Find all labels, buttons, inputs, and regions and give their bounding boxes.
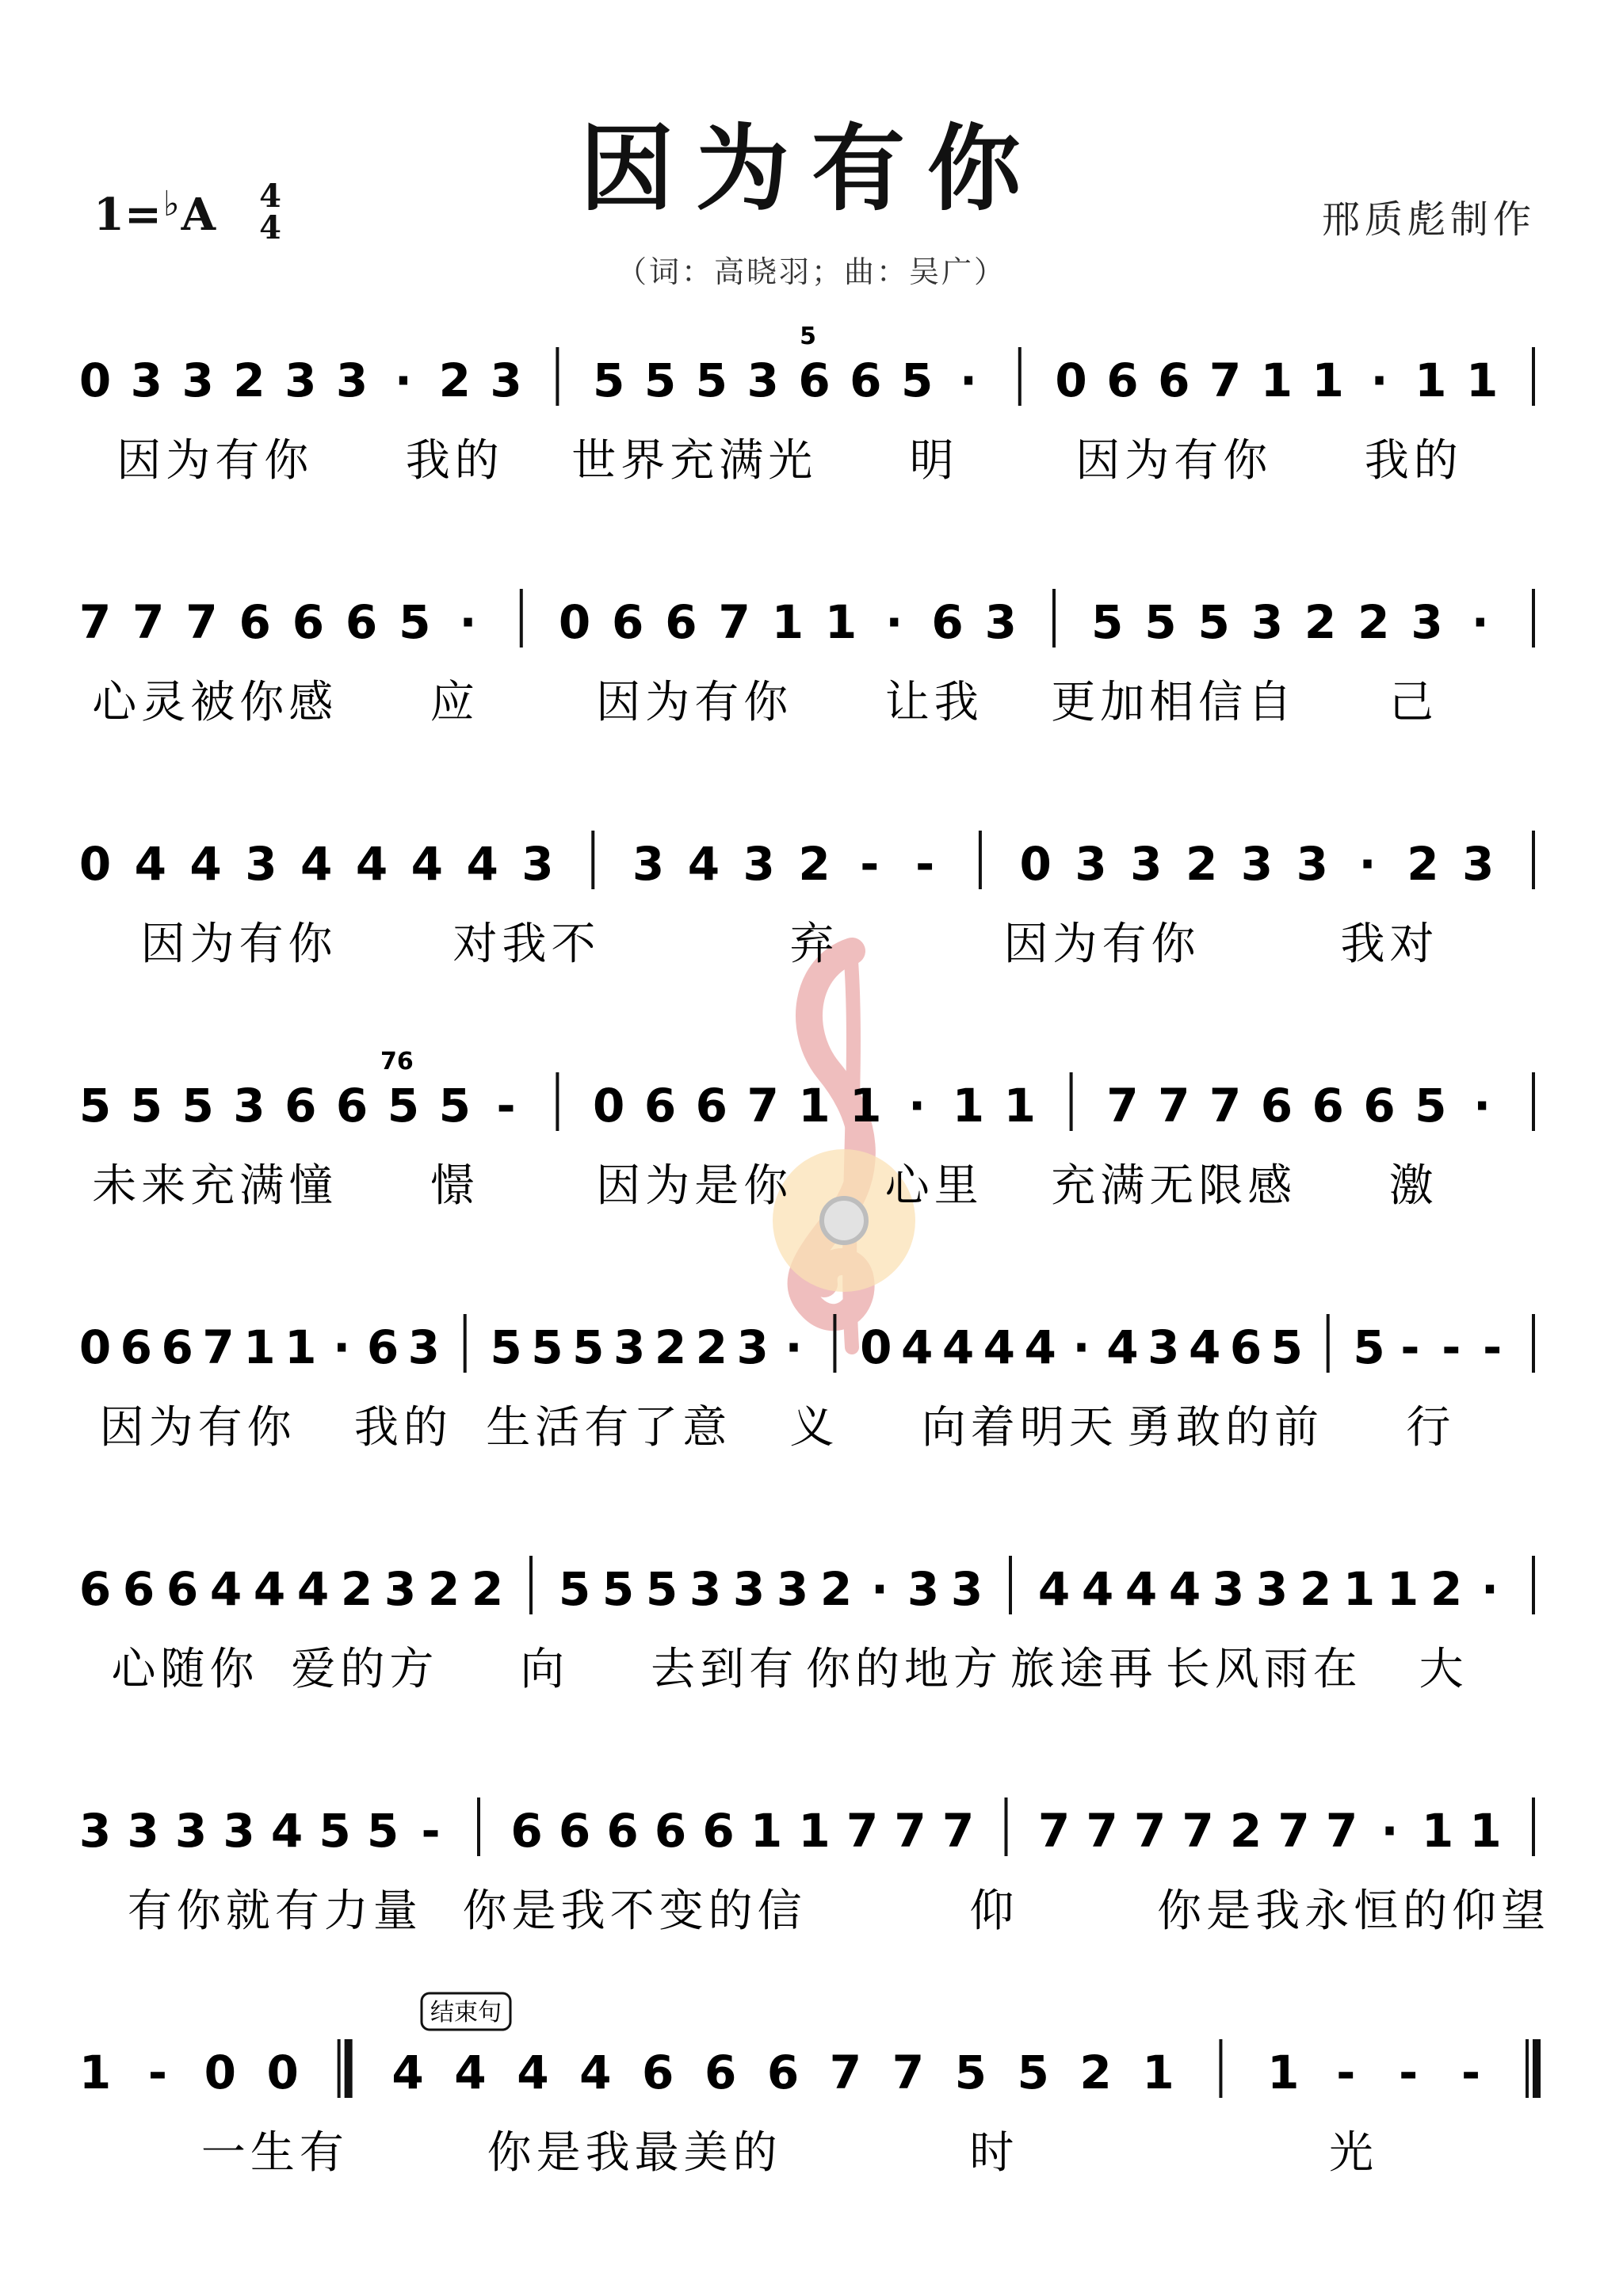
note: 0 [860,1320,892,1374]
note: 6 [335,1079,369,1133]
note: 0 [593,1079,625,1133]
lyric-phrase: 心灵被你感 [92,677,338,728]
note: 2 [427,1562,460,1616]
note: 4 [300,837,333,891]
note: 5 [1091,595,1124,649]
lyric-phrase: 我的 [353,1402,453,1454]
note: 3 [127,1804,159,1858]
meter-bottom: 4 [259,209,281,246]
note: 1 [1342,1562,1376,1616]
lyric-phrase: 心里 [884,1160,983,1212]
lyric-phrase: 一生有 [200,2127,349,2179]
note: 4 [296,1562,330,1616]
note: 4 [134,837,166,891]
note: 7 [1182,1804,1214,1858]
note: - [1483,1320,1503,1374]
lyric-phrase: 心随你 [111,1644,259,1695]
lyric-phrase: 憬 [430,1160,479,1212]
note: 7 [829,2046,862,2099]
note: 1 [1003,1079,1036,1133]
note: 1 [798,1079,831,1133]
note: 2 [798,837,831,891]
lyric-phrase: 义 [789,1402,839,1454]
note: 3 [950,1562,983,1616]
note: 4 [1125,1562,1158,1616]
note: 6 [120,1320,153,1374]
lyric-phrase: 因为有你 [596,677,793,728]
note: 3 [736,1320,769,1374]
note: 2 [1185,837,1218,891]
lyric-phrase: 激 [1388,1160,1438,1212]
note: 1 [824,595,857,649]
note: 6 [766,2046,800,2099]
note: 7 [1106,1079,1139,1133]
note: 6 [122,1562,155,1616]
lyric-phrase: 因为有你 [99,1402,296,1454]
note: · [1358,837,1377,891]
note: 4 [687,837,720,891]
note: 7 [941,1804,975,1858]
note: 1 [1465,353,1499,407]
note: 6 [1106,353,1139,407]
lyric-phrase: 时 [969,2127,1019,2179]
note: - [1399,2046,1419,2099]
lyric-phrase: 世界充满光 [571,435,818,487]
note: 2 [1407,837,1439,891]
lyric-phrase: 因为是你 [596,1160,793,1212]
note: - [1461,2046,1481,2099]
lyric-phrase: 明 [909,435,959,487]
note: 4 [1168,1562,1201,1616]
note: 5 [181,1079,214,1133]
note: 7 [894,1804,926,1858]
note: 5 [572,1320,605,1374]
note: 3 [174,1804,208,1858]
note: 0 [204,2046,237,2099]
note: · [1480,1562,1499,1616]
note: 6 [654,1804,687,1858]
note: · [959,353,977,407]
note: 1 [798,1804,831,1858]
note: 2 [1299,1562,1332,1616]
note: 2 [340,1562,373,1616]
note: 7 [1037,1804,1071,1858]
grace-note: 5 [800,323,816,350]
note: 7 [1325,1804,1358,1858]
note: 4 [1024,1320,1056,1374]
note: 1 [1260,353,1293,407]
note: 4 [983,1320,1016,1374]
note: 5 [1144,595,1177,649]
note: 6 [612,595,644,649]
note: 6 [166,1562,199,1616]
note: 4 [900,1320,934,1374]
note: 6 [292,595,325,649]
note: 1 [1386,1562,1419,1616]
note: 7 [846,1804,879,1858]
lyric-phrase: 未来充满憧 [92,1160,338,1212]
note: 2 [1430,1562,1463,1616]
note: 3 [233,1079,265,1133]
note: · [459,595,477,649]
note: 6 [695,1079,728,1133]
lyric-phrase: 有你就有力量 [127,1885,422,1937]
note: · [1072,1320,1090,1374]
note: 7 [1209,353,1242,407]
note: 1 [850,1079,882,1133]
note: 7 [1277,1804,1310,1858]
note: 3 [1148,1320,1180,1374]
note: 3 [689,1562,722,1616]
note: 3 [743,837,775,891]
lyric-phrase: 充满无限感 [1051,1160,1297,1212]
note: 3 [130,353,163,407]
note: 3 [1255,1562,1289,1616]
note: 3 [521,837,554,891]
note: · [908,1079,926,1133]
note: 3 [1240,837,1274,891]
note: 5 [319,1804,351,1858]
note: · [885,595,903,649]
note: 3 [245,837,277,891]
note: 7 [78,595,112,649]
lyric-phrase: 你是我永恒的仰望 [1157,1885,1551,1937]
lyric-phrase: 因为有你 [140,919,338,970]
note: 2 [471,1562,504,1616]
note: 6 [642,2046,674,2099]
note: 7 [132,595,165,649]
note: 5 [399,595,431,649]
note: 2 [654,1320,687,1374]
lyric-phrase: 让我 [884,677,983,728]
note: 6 [704,2046,737,2099]
note: 3 [384,1562,417,1616]
note: 1 [285,1320,317,1374]
note: 1 [1421,1804,1454,1858]
note: 4 [270,1804,304,1858]
note: 6 [850,353,882,407]
note: 5 [490,1320,522,1374]
note: 6 [643,1079,677,1133]
note: 3 [1075,837,1107,891]
note: 3 [490,353,522,407]
note: 3 [335,353,369,407]
note: 3 [1251,595,1284,649]
lyric-phrase: 向着明天 [921,1402,1118,1454]
lyric-phrase: 爱的方 [291,1644,439,1695]
note: 5 [593,353,625,407]
note: 5 [78,1079,112,1133]
maker-credit: 邢质彪制作 [1321,197,1536,242]
note: · [1473,1079,1491,1133]
note: 5 [438,1079,471,1133]
lyric-phrase: 你是我最美的 [487,2127,782,2179]
note: 7 [1209,1079,1242,1133]
note: 7 [185,595,218,649]
note: 4 [189,837,222,891]
note: 4 [517,2046,549,2099]
note: 3 [732,1562,766,1616]
note: 3 [181,353,214,407]
note: 6 [285,1079,317,1133]
lyric-phrase: 勇敢的前 [1127,1402,1324,1454]
note: 4 [355,837,388,891]
note: 6 [1260,1079,1293,1133]
meter-top: 4 [259,178,281,215]
note: 5 [645,1562,678,1616]
lyric-phrase: 应 [430,677,479,728]
note: 3 [776,1562,809,1616]
note: 1 [952,1079,985,1133]
lyric-phrase: 我的 [1364,435,1463,487]
note: - [496,1079,516,1133]
lyric-phrase: 因为有你 [1075,435,1273,487]
lyric-phrase: 旅途再 [1010,1644,1158,1695]
note: - [147,2046,167,2099]
note: 5 [366,1804,399,1858]
note: · [394,353,412,407]
note: 5 [531,1320,563,1374]
song-title: 因为有你 [579,113,1043,223]
note: 5 [1017,2046,1049,2099]
note: 2 [1358,595,1390,649]
note: · [1370,353,1388,407]
note: 4 [1106,1320,1139,1374]
lyric-phrase: 弃 [789,919,839,970]
lyric-phrase: 更加相信自 [1051,677,1297,728]
note: 5 [558,1562,591,1616]
note: 6 [606,1804,639,1858]
note: 7 [202,1320,235,1374]
note: 6 [78,1562,112,1616]
note: 3 [407,1320,441,1374]
note: - [1442,1320,1461,1374]
note: 0 [78,1320,112,1374]
note: 1 [78,2046,112,2099]
note: 2 [695,1320,728,1374]
note: · [1471,595,1489,649]
note: 3 [613,1320,646,1374]
note: 3 [1411,595,1443,649]
note: 6 [931,595,964,649]
note: 4 [209,1562,242,1616]
note: 3 [1130,837,1163,891]
note: · [1381,1804,1399,1858]
note: - [915,837,935,891]
note: 3 [1212,1562,1245,1616]
note: 1 [1267,2046,1300,2099]
note: 5 [643,353,677,407]
note: - [1336,2046,1356,2099]
note: · [785,1320,803,1374]
note: 5 [1270,1320,1304,1374]
lyric-phrase: 我对 [1340,919,1439,970]
lyric-phrase: 向 [520,1644,570,1695]
note: 0 [78,353,112,407]
lyric-phrase: 对我不 [453,919,601,970]
note: 2 [438,353,471,407]
note: 3 [907,1562,940,1616]
song-credits: （词：高晓羽；曲：吴广） [616,254,1006,289]
note: 2 [1304,595,1337,649]
lyric-phrase: 因为有你 [1003,919,1201,970]
note: 0 [1055,353,1087,407]
note: 6 [1229,1320,1262,1374]
lyric-phrase: 仰 [969,1885,1019,1937]
note: 6 [161,1320,193,1374]
note: 3 [285,353,317,407]
note: 4 [391,2046,424,2099]
note: 7 [747,1079,779,1133]
lyric-phrase: 我的 [405,435,504,487]
note: 6 [702,1804,735,1858]
note: 5 [1197,595,1230,649]
note: 3 [747,353,779,407]
note: 5 [900,353,934,407]
note: 2 [1229,1804,1262,1858]
note: 0 [1019,837,1052,891]
note: 1 [750,1804,783,1858]
note: 5 [387,1079,420,1133]
note: 7 [1158,1079,1190,1133]
note: 6 [1363,1079,1396,1133]
note: 5 [130,1079,163,1133]
note: 5 [954,2046,987,2099]
note: 6 [665,595,697,649]
note: 4 [941,1320,975,1374]
note: 0 [266,2046,299,2099]
note: 4 [1037,1562,1071,1616]
note: - [421,1804,441,1858]
lyric-phrase: 你的地方 [805,1644,1002,1695]
note: 4 [1188,1320,1221,1374]
note: 6 [558,1804,591,1858]
note: 6 [345,595,378,649]
note: 3 [984,595,1017,649]
note: 3 [1462,837,1495,891]
note: 5 [601,1562,635,1616]
note: 4 [411,837,444,891]
note: 0 [558,595,591,649]
note: 7 [1086,1804,1118,1858]
note: - [860,837,880,891]
lyric-phrase: 你是我不变的信 [462,1885,807,1937]
note: 7 [1133,1804,1167,1858]
note: 3 [632,837,665,891]
lyric-phrase: 去到有 [651,1644,799,1695]
note: 2 [1079,2046,1112,2099]
note: 7 [892,2046,925,2099]
note: 3 [78,1804,112,1858]
note: 5 [1353,1320,1385,1374]
note: 4 [253,1562,286,1616]
note: 1 [771,595,804,649]
lyric-phrase: 光 [1329,2127,1379,2179]
note: 5 [695,353,728,407]
lyric-phrase: 己 [1388,677,1438,728]
note: 4 [1081,1562,1114,1616]
note: 6 [510,1804,543,1858]
grace-note: 76 [380,1048,414,1075]
note: 2 [233,353,265,407]
key-prefix: 1= [94,189,162,241]
note: 1 [1142,2046,1174,2099]
key-tonic: A [181,189,216,241]
end-phrase-tag: 结束句 [430,1999,502,2027]
note: 1 [1469,1804,1502,1858]
note: 6 [798,353,831,407]
lyric-phrase: 生活有了意 [486,1402,732,1454]
note: - [1400,1320,1420,1374]
note: 1 [243,1320,276,1374]
note: 2 [819,1562,853,1616]
lyric-phrase: 因为有你 [116,435,314,487]
note: 6 [1158,353,1190,407]
lyric-phrase: 长风雨在 [1165,1644,1362,1695]
lyric-phrase: 行 [1406,1402,1456,1454]
note: 5 [1415,1079,1447,1133]
note: 4 [579,2046,612,2099]
note: 3 [223,1804,255,1858]
note: · [870,1562,889,1616]
flat-sign: ♭ [162,184,180,224]
note: 7 [718,595,750,649]
note: 1 [1312,353,1344,407]
note: 4 [454,2046,487,2099]
note: 6 [366,1320,399,1374]
note: 6 [1312,1079,1344,1133]
note: · [333,1320,351,1374]
note: 4 [466,837,498,891]
note: 0 [78,837,112,891]
note: 6 [239,595,271,649]
note: 1 [1415,353,1447,407]
lyric-phrase: 大 [1419,1644,1468,1695]
note: 3 [1296,837,1328,891]
